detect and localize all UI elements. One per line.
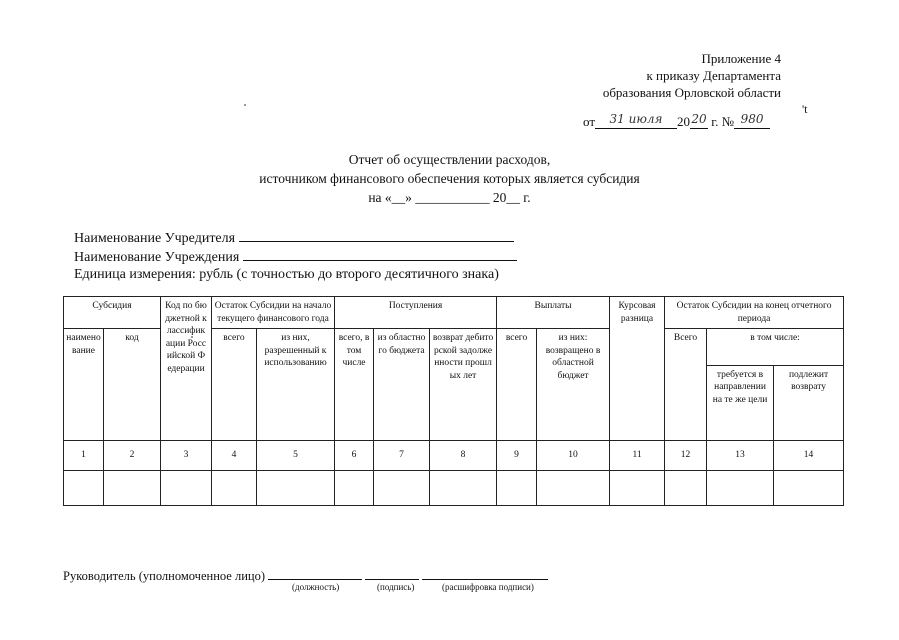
column-number: 11: [610, 441, 665, 471]
appendix-caption: [603, 50, 781, 101]
order-date-handwritten: 31 июля: [609, 112, 663, 126]
table-cell[interactable]: [774, 471, 844, 506]
founder-field[interactable]: [239, 228, 514, 242]
header-receipts-regional: из областного бюджета: [374, 329, 430, 441]
table-cell[interactable]: [161, 471, 212, 506]
column-number: 3: [161, 441, 212, 471]
header-name: наименование: [64, 329, 104, 441]
header-start-total: всего: [212, 329, 257, 441]
table-cell[interactable]: [665, 471, 707, 506]
scan-speck: [244, 104, 246, 106]
sign-field[interactable]: [365, 567, 419, 580]
institution-field[interactable]: [243, 247, 517, 261]
header-end-to-return: подлежит возврату: [774, 365, 844, 440]
column-number: 10: [537, 441, 610, 471]
column-number: 5: [257, 441, 335, 471]
header-budget-code: Код по бюджетной классификации Российской Федерации: [161, 297, 212, 441]
column-number: 9: [497, 441, 537, 471]
order-date-field: [595, 114, 677, 129]
header-end-including: в том числе:: [707, 329, 844, 366]
report-table: [63, 296, 844, 506]
table-row: [64, 471, 844, 506]
header-subsidy: Субсидия: [64, 297, 161, 329]
decode-field[interactable]: [422, 567, 548, 580]
table-cell[interactable]: [64, 471, 104, 506]
report-title-line-3: на «__» ___________ 20__ г.: [368, 190, 531, 205]
founder-label: Наименование Учредителя: [74, 231, 236, 246]
column-number: 13: [707, 441, 774, 471]
table-cell[interactable]: [707, 471, 774, 506]
founder-row: [74, 228, 517, 247]
column-number: 1: [64, 441, 104, 471]
table-cell[interactable]: [257, 471, 335, 506]
order-year-handwritten: 20: [691, 112, 707, 126]
header-start-allowed: из них, разрешенный к использованию: [257, 329, 335, 441]
institution-row: [74, 247, 517, 266]
header-payments-total: всего: [497, 329, 537, 441]
sign-caption: (подпись): [377, 582, 415, 592]
from-label: от: [583, 114, 596, 129]
report-title-line-2: источником финансового обеспечения которых является субсидия: [259, 171, 640, 186]
order-number-field: [734, 114, 770, 129]
year-prefix: 20: [677, 114, 691, 129]
appendix-line-2: к приказу Департамента: [646, 68, 781, 83]
table-cell[interactable]: [537, 471, 610, 506]
signature-label: Руководитель (уполномоченное лицо): [63, 569, 266, 583]
report-title-line-1: Отчет об осуществлении расходов,: [348, 152, 551, 167]
unit-row: [74, 266, 517, 283]
header-receipts-refund: возврат дебиторской задолженности прошлых лет: [430, 329, 497, 441]
table-cell[interactable]: [104, 471, 161, 506]
order-date-line: [583, 114, 770, 130]
header-payments-returned: из них: возвращено в областной бюджет: [537, 329, 610, 441]
header-fx-difference: Курсовая разница: [610, 297, 665, 441]
column-number: 2: [104, 441, 161, 471]
decode-caption: (расшифровка подписи): [442, 582, 534, 592]
table-cell[interactable]: [497, 471, 537, 506]
report-title: [0, 150, 899, 207]
order-year-field: [690, 114, 708, 129]
table-cell[interactable]: [335, 471, 374, 506]
unit-label: Единица измерения: рубль (с точностью до второго десятичного знака): [74, 267, 499, 282]
position-field[interactable]: [268, 567, 362, 580]
column-number: 8: [430, 441, 497, 471]
column-numbers-row: [64, 441, 844, 471]
header-row-1: [64, 297, 844, 329]
column-number: 12: [665, 441, 707, 471]
report-meta: [74, 228, 517, 283]
header-code: код: [104, 329, 161, 441]
header-receipts-total: всего, в том числе: [335, 329, 374, 441]
column-number: 6: [335, 441, 374, 471]
order-number-handwritten: 980: [740, 112, 764, 126]
institution-label: Наименование Учреждения: [74, 250, 240, 265]
header-end-balance: Остаток Субсидии на конец отчетного периода: [665, 297, 844, 329]
column-number: 4: [212, 441, 257, 471]
position-caption: (должность): [292, 582, 340, 592]
table-cell[interactable]: [212, 471, 257, 506]
appendix-line-1: Приложение 4: [701, 51, 781, 66]
year-suffix: г. №: [711, 114, 735, 129]
appendix-line-3: образования Орловской области: [602, 85, 781, 100]
header-end-required: требуется в направлении на те же цели: [707, 365, 774, 440]
header-payments: Выплаты: [497, 297, 610, 329]
table-cell[interactable]: [430, 471, 497, 506]
column-number: 7: [374, 441, 430, 471]
table-cell[interactable]: [610, 471, 665, 506]
header-receipts: Поступления: [335, 297, 497, 329]
handwritten-mark: 't: [802, 102, 808, 116]
table-cell[interactable]: [374, 471, 430, 506]
column-number: 14: [774, 441, 844, 471]
header-start-balance: Остаток Субсидии на начало текущего финансового года: [212, 297, 335, 329]
header-end-total: Всего: [665, 329, 707, 441]
